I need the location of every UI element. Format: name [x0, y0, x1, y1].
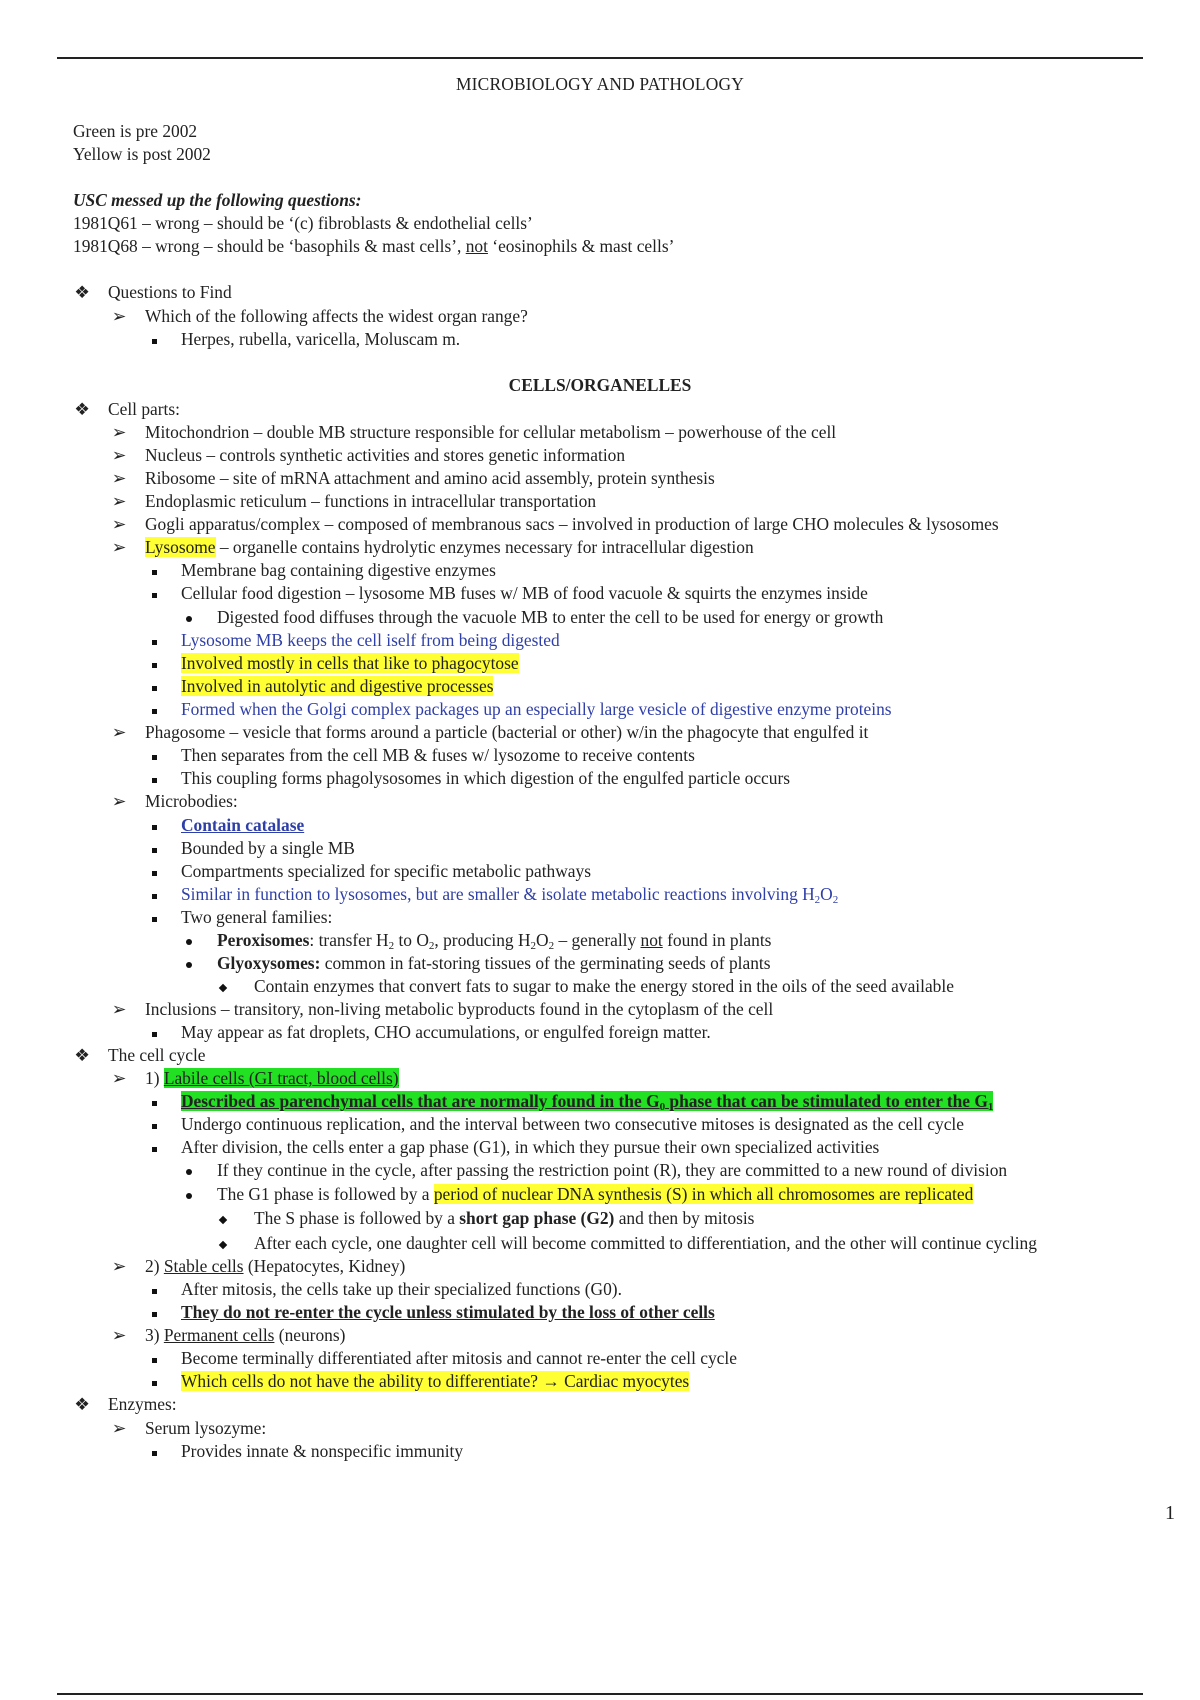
diamond-bullet-icon [220, 975, 226, 998]
microbodies-3: Compartments specialized for specific metabolic pathways [181, 861, 591, 881]
inclusions-1: May appear as fat droplets, CHO accumulations, or engulfed foreign matter. [181, 1022, 711, 1042]
item-er: Endoplasmic reticulum – functions in intracellular transportation [145, 491, 597, 511]
usc-line-2: 1981Q68 – wrong – should be ‘basophils & mast cells’, not ‘eosinophils & mast cells’ [73, 236, 675, 256]
lysosome-6: Formed when the Golgi complex packages up an especially large vesicle of digestive enzyme proteins [181, 699, 892, 719]
item-lysosome: Lysosome – organelle contains hydrolytic enzymes necessary for intracellular digestion [145, 537, 754, 557]
arrowhead-icon: ➢ [111, 468, 127, 488]
legend-yellow: Yellow is post 2002 [73, 144, 211, 164]
square-bullet-icon [152, 1090, 157, 1113]
stable-2: They do not re-enter the cycle unless stimulated by the loss of other cells [181, 1302, 715, 1322]
microbodies-1: Contain catalase [181, 815, 305, 835]
arrowhead-icon: ➢ [111, 491, 127, 511]
lysosome-3: Lysosome MB keeps the cell iself from being digested [181, 630, 560, 650]
legend-green: Green is pre 2002 [73, 121, 198, 141]
labile-3b-1: The S phase is followed by a short gap phase (G2) and then by mitosis [254, 1208, 755, 1228]
lysosome-2a: Digested food diffuses through the vacuole MB to enter the cell to be used for energy or growth [217, 607, 884, 627]
diamond-bullet-icon [220, 1232, 226, 1255]
cell-parts-label: Cell parts: [108, 399, 180, 419]
square-bullet-icon [152, 1136, 157, 1159]
questions-label: Questions to Find [108, 282, 232, 302]
cell-cycle-label: The cell cycle [108, 1045, 206, 1065]
glyoxysomes-1: Contain enzymes that convert fats to sugar to make the energy stored in the oils of the seed available [254, 976, 954, 996]
square-bullet-icon [152, 906, 157, 929]
microbodies-4: Similar in function to lysosomes, but are smaller & isolate metabolic reactions involving $H_2O_2$ [181, 884, 839, 906]
arrowhead-icon: ➢ [111, 791, 127, 811]
square-bullet-icon [152, 629, 157, 652]
item-nucleus: Nucleus – controls synthetic activities and stores genetic information [145, 445, 626, 465]
serum-lysozyme: Serum lysozyme: [145, 1418, 267, 1438]
page-title: MICROBIOLOGY AND PATHOLOGY [456, 74, 744, 94]
usc-heading: USC messed up the following questions: [73, 190, 362, 210]
arrowhead-icon: ➢ [111, 1325, 127, 1345]
square-bullet-icon [152, 744, 157, 767]
diamond-bullet-icon [220, 1207, 226, 1230]
round-bullet-icon [186, 1159, 192, 1182]
permanent-2: Which cells do not have the ability to differentiate? → Cardiac myocytes [181, 1371, 690, 1391]
arrowhead-icon: ➢ [111, 1418, 127, 1438]
item-mitochondrion: Mitochondrion – double MB structure responsible for cellular metabolism – powerhouse of the cell [145, 422, 837, 442]
question-1: Which of the following affects the widest organ range? [145, 306, 528, 326]
square-bullet-icon [152, 582, 157, 605]
diamond-four-icon: ❖ [74, 399, 90, 419]
lysosome-5: Involved in autolytic and digestive processes [181, 676, 494, 696]
square-bullet-icon [152, 652, 157, 675]
square-bullet-icon [152, 559, 157, 582]
labile-1: Described as parenchymal cells that are normally found in the $G_0$ phase that can be stimulated to enter the $G_1$ [181, 1091, 994, 1113]
arrowhead-icon: ➢ [111, 537, 127, 557]
square-bullet-icon [152, 1347, 157, 1370]
diamond-four-icon: ❖ [74, 1045, 90, 1065]
square-bullet-icon [152, 1440, 157, 1463]
question-1-answer: Herpes, rubella, varicella, Moluscam m. [181, 329, 461, 349]
labile-cells: 1) Labile cells (GI tract, blood cells) [145, 1068, 399, 1088]
square-bullet-icon [152, 883, 157, 906]
arrowhead-icon: ➢ [111, 722, 127, 742]
item-phagosome: Phagosome – vesicle that forms around a particle (bacterial or other) w/in the phagocyte that engulfed it [145, 722, 869, 742]
cells-heading: CELLS/ORGANELLES [508, 375, 692, 395]
diamond-four-icon: ❖ [74, 282, 90, 302]
usc-line-1: 1981Q61 – wrong – should be ‘(c) fibroblasts & endothelial cells’ [73, 213, 533, 233]
permanent-cells: 3) Permanent cells (neurons) [145, 1325, 346, 1345]
square-bullet-icon [152, 767, 157, 790]
square-bullet-icon [152, 1113, 157, 1136]
microbodies-5: Two general families: [181, 907, 333, 927]
item-ribosome: Ribosome – site of mRNA attachment and amino acid assembly, protein synthesis [145, 468, 715, 488]
square-bullet-icon [152, 1021, 157, 1044]
diamond-four-icon: ❖ [74, 1394, 90, 1414]
arrowhead-icon: ➢ [111, 445, 127, 465]
round-bullet-icon [186, 606, 192, 629]
page-number: 1 [1165, 1502, 1175, 1524]
labile-3b: The G1 phase is followed by a period of nuclear DNA synthesis (S) in which all chromosomes are replicated [217, 1184, 974, 1204]
peroxisomes: Peroxisomes: transfer $H_2$ to $O_2$, producing $H_2O_2$ – generally not found in plants [217, 930, 772, 952]
square-bullet-icon [152, 1278, 157, 1301]
arrowhead-icon: ➢ [111, 1256, 127, 1276]
round-bullet-icon [186, 929, 192, 952]
square-bullet-icon [152, 675, 157, 698]
enzymes-label: Enzymes: [108, 1394, 177, 1414]
lysosome-1: Membrane bag containing digestive enzymes [181, 560, 496, 580]
round-bullet-icon [186, 952, 192, 975]
arrowhead-icon: ➢ [111, 999, 127, 1019]
stable-cells: 2) Stable cells (Hepatocytes, Kidney) [145, 1256, 406, 1276]
arrowhead-icon: ➢ [111, 422, 127, 442]
labile-3b-2: After each cycle, one daughter cell will become committed to differentiation, and the other will continue cycling [254, 1233, 1037, 1253]
arrowhead-icon: ➢ [111, 514, 127, 534]
square-bullet-icon [152, 328, 157, 351]
microbodies-2: Bounded by a single MB [181, 838, 355, 858]
permanent-1: Become terminally differentiated after mitosis and cannot re-enter the cell cycle [181, 1348, 737, 1368]
square-bullet-icon [152, 860, 157, 883]
item-inclusions: Inclusions – transitory, non-living metabolic byproducts found in the cytoplasm of the cell [145, 999, 774, 1019]
arrowhead-icon: ➢ [111, 1068, 127, 1088]
arrowhead-icon: ➢ [111, 306, 127, 326]
labile-2: Undergo continuous replication, and the interval between two consecutive mitoses is designated as the cell cycle [181, 1114, 964, 1134]
stable-1: After mitosis, the cells take up their specialized functions (G0). [181, 1279, 622, 1299]
item-microbodies: Microbodies: [145, 791, 238, 811]
phagosome-2: This coupling forms phagolysosomes in which digestion of the engulfed particle occurs [181, 768, 791, 788]
square-bullet-icon [152, 1301, 157, 1324]
square-bullet-icon [152, 1370, 157, 1393]
labile-3a: If they continue in the cycle, after passing the restriction point (R), they are committed to a new round of division [217, 1160, 1008, 1180]
lysosome-2: Cellular food digestion – lysosome MB fuses w/ MB of food vacuole & squirts the enzymes inside [181, 583, 868, 603]
square-bullet-icon [152, 698, 157, 721]
lysosome-4: Involved mostly in cells that like to phagocytose [181, 653, 519, 673]
labile-3: After division, the cells enter a gap phase (G1), in which they pursue their own specialized activities [181, 1137, 880, 1157]
serum-lysozyme-1: Provides innate & nonspecific immunity [181, 1441, 464, 1461]
square-bullet-icon [152, 814, 157, 837]
item-golgi: Gogli apparatus/complex – composed of membranous sacs – involved in production of large CHO molecules & lysosomes [145, 514, 999, 534]
square-bullet-icon [152, 837, 157, 860]
phagosome-1: Then separates from the cell MB & fuses w/ lysozome to receive contents [181, 745, 695, 765]
glyoxysomes: Glyoxysomes: common in fat-storing tissues of the germinating seeds of plants [217, 953, 771, 973]
round-bullet-icon [186, 1183, 192, 1206]
